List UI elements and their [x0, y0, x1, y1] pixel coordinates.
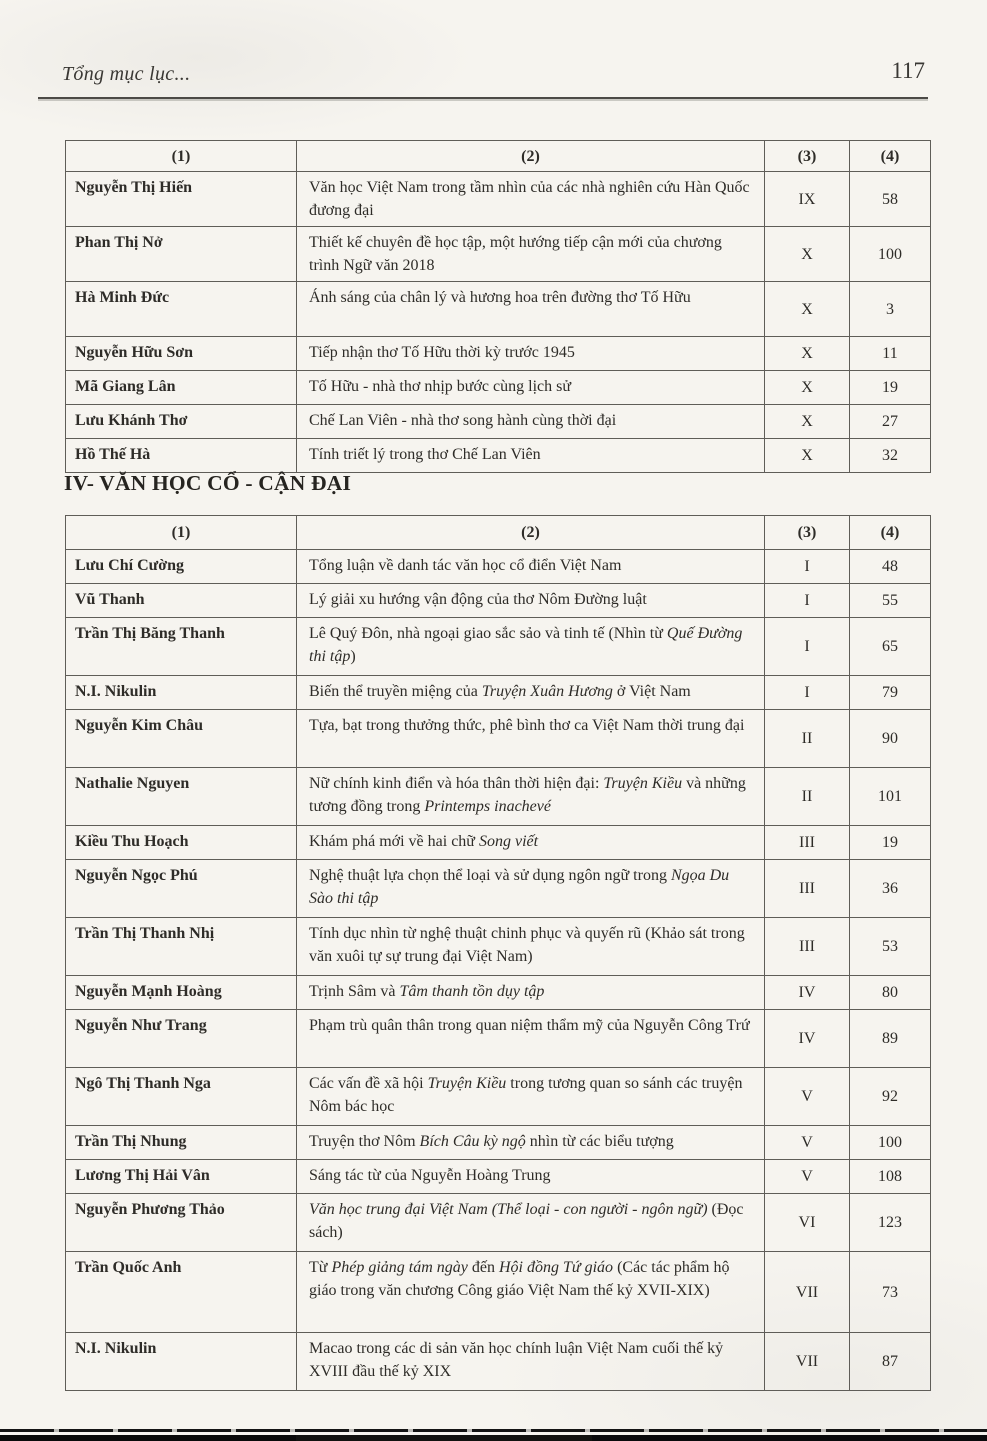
page-number-cell: 48: [882, 558, 898, 575]
issue-number-cell: III: [765, 826, 850, 859]
title-italic-segment: Truyện Kiều: [427, 1075, 507, 1092]
title-cell: [297, 1068, 765, 1125]
issue-number-cell: I: [765, 676, 850, 709]
author-cell: Nguyễn Thị Hiến: [66, 172, 297, 226]
title-segment: Lê Quý Đôn, nhà ngoại giao sắc sảo và tinh tế (Nhìn từ: [309, 625, 667, 642]
toc-table-modern-section: [65, 140, 931, 473]
title-italic-segment: Tâm thanh tồn dụy tập: [399, 983, 545, 1000]
author-cell: Trần Thị Thanh Nhị: [66, 918, 297, 975]
page-number-cell: 108: [878, 1168, 902, 1185]
title-segment: Phạm trù quân thân trong quan niệm thẩm mỹ của Nguyễn Công Trứ: [309, 1017, 750, 1034]
title-segment: Các vấn đề xã hội: [309, 1075, 428, 1092]
title-segment: Chế Lan Viên - nhà thơ song hành cùng thời đại: [309, 412, 617, 429]
title-italic-segment: Quế Đường thi tập: [309, 625, 743, 665]
issue-number-cell: V: [765, 1126, 850, 1159]
page-number-cell: 79: [882, 684, 898, 701]
page-number-cell: 87: [882, 1353, 898, 1370]
issue-number-cell: IX: [765, 172, 850, 226]
title-cell: [297, 172, 765, 226]
title-cell: [297, 550, 765, 583]
title-cell: [297, 405, 765, 438]
author-cell: Trần Thị Nhung: [66, 1126, 297, 1159]
column-header: (2): [297, 141, 765, 171]
column-header: (3): [765, 141, 850, 171]
title-italic-segment: Ngọa Du Sào thi tập: [309, 867, 730, 907]
author-cell: Nguyễn Hữu Sơn: [66, 337, 297, 370]
page-number-cell: 58: [882, 190, 898, 208]
author-cell: Hà Minh Đức: [66, 282, 297, 336]
table-row: [66, 1160, 930, 1194]
title-cell: [297, 1010, 765, 1067]
table-row: [66, 227, 930, 282]
page-number-cell: 92: [882, 1088, 898, 1105]
column-header: (1): [66, 141, 297, 171]
issue-number-cell: IV: [765, 1010, 850, 1067]
section-heading: IV- VĂN HỌC CỔ - CẬN ĐẠI: [64, 471, 352, 495]
issue-number-cell: III: [765, 918, 850, 975]
title-segment: trong tương quan so sánh các truyện Nôm bác học: [309, 1075, 743, 1115]
title-cell: [297, 976, 765, 1009]
title-cell: [297, 918, 765, 975]
title-cell: [297, 1160, 765, 1193]
table-row: [66, 282, 930, 337]
title-italic-segment: Song viết: [478, 833, 539, 850]
title-segment: đến: [467, 1259, 499, 1276]
title-segment: Trịnh Sâm và: [309, 983, 400, 1000]
title-segment: Tính triết lý trong thơ Chế Lan Viên: [309, 446, 541, 463]
title-segment: (Các tác phẩm hộ giáo trong văn chương Công giáo Việt Nam thế kỷ XVII-XIX): [309, 1259, 730, 1299]
page-number: 117: [891, 58, 925, 83]
title-italic-segment: Văn học trung đại Việt Nam (Thể loại - con người - ngôn ngữ): [309, 1201, 708, 1218]
issue-number-cell: VII: [765, 1333, 850, 1390]
author-cell: Nguyễn Như Trang: [66, 1010, 297, 1067]
page-number-cell: 89: [882, 1030, 898, 1047]
issue-number-cell: I: [765, 584, 850, 617]
author-cell: Lưu Khánh Thơ: [66, 405, 297, 438]
issue-number-cell: X: [765, 227, 850, 281]
table-header-row: [66, 516, 930, 550]
title-cell: [297, 1126, 765, 1159]
table-row: [66, 918, 930, 976]
toc-table-classical-section: [65, 515, 931, 1391]
issue-number-cell: II: [765, 768, 850, 825]
table-row: [66, 976, 930, 1010]
author-cell: Nguyễn Mạnh Hoàng: [66, 976, 297, 1009]
author-cell: N.I. Nikulin: [66, 1333, 297, 1390]
table-row: [66, 676, 930, 710]
title-cell: [297, 710, 765, 767]
page-number-cell: 73: [882, 1283, 898, 1301]
author-cell: Kiều Thu Hoạch: [66, 826, 297, 859]
title-cell: [297, 227, 765, 281]
author-cell: Nguyễn Ngọc Phú: [66, 860, 297, 917]
title-cell: [297, 337, 765, 370]
issue-number-cell: VI: [765, 1194, 850, 1251]
running-header-title: Tổng mục lục...: [62, 63, 191, 85]
table-row: [66, 710, 930, 768]
title-segment: Tính dục nhìn từ nghệ thuật chinh phục và quyến rũ (Khảo sát trong văn xuôi tự sự trung đại Việt Nam): [309, 925, 745, 965]
title-cell: [297, 1333, 765, 1390]
title-segment: Nữ chính kinh điển và hóa thân thời hiện đại:: [309, 775, 604, 792]
header-rule: [38, 97, 928, 99]
title-segment: Tựa, bạt trong thưởng thức, phê bình thơ ca Việt Nam thời trung đại: [309, 717, 745, 734]
page-number-cell: 53: [882, 938, 898, 955]
author-cell: Phan Thị Nở: [66, 227, 297, 281]
column-header: (1): [66, 516, 297, 549]
column-header: (4): [880, 524, 900, 541]
issue-number-cell: III: [765, 860, 850, 917]
title-segment: Lý giải xu hướng vận động của thơ Nôm Đường luật: [309, 591, 647, 608]
title-cell: [297, 860, 765, 917]
author-cell: Nguyễn Phương Thảo: [66, 1194, 297, 1251]
author-cell: N.I. Nikulin: [66, 676, 297, 709]
issue-number-cell: I: [765, 550, 850, 583]
issue-number-cell: II: [765, 710, 850, 767]
page-number-cell: 80: [882, 984, 898, 1001]
table-row: [66, 618, 930, 676]
title-cell: [297, 768, 765, 825]
author-cell: Nathalie Nguyen: [66, 768, 297, 825]
title-cell: [297, 1194, 765, 1251]
page-number-cell: 123: [878, 1214, 902, 1231]
column-header: (2): [297, 516, 765, 549]
title-cell: [297, 1252, 765, 1332]
page-number-cell: 3: [886, 300, 894, 318]
page-number-cell: 19: [882, 834, 898, 851]
scan-artifact-solid-line: [0, 1435, 987, 1441]
issue-number-cell: X: [765, 371, 850, 404]
author-cell: Vũ Thanh: [66, 584, 297, 617]
table-row: [66, 1010, 930, 1068]
title-segment: Truyện thơ Nôm: [309, 1133, 420, 1150]
title-segment: Biến thể truyền miệng của: [309, 683, 482, 700]
title-segment: ): [350, 648, 356, 665]
title-segment: Nghệ thuật lựa chọn thể loại và sử dụng ngôn ngữ trong: [309, 867, 671, 884]
title-segment: Tiếp nhận thơ Tố Hữu thời kỳ trước 1945: [309, 344, 575, 361]
title-cell: [297, 371, 765, 404]
table-row: [66, 1252, 930, 1333]
title-cell: [297, 676, 765, 709]
table-row: [66, 826, 930, 860]
title-segment: ở Việt Nam: [612, 683, 691, 700]
title-cell: [297, 439, 765, 472]
title-segment: Văn học Việt Nam trong tầm nhìn của các nhà nghiên cứu Hàn Quốc đương đại: [309, 179, 750, 219]
author-cell: Lưu Chí Cường: [66, 550, 297, 583]
table-row: [66, 1126, 930, 1160]
title-segment: và những tương đồng trong: [309, 775, 746, 815]
author-cell: Nguyễn Kim Châu: [66, 710, 297, 767]
author-cell: Lương Thị Hải Vân: [66, 1160, 297, 1193]
title-segment: Tố Hữu - nhà thơ nhịp bước cùng lịch sử: [309, 378, 572, 395]
title-segment: Tổng luận về danh tác văn học cổ điển Việt Nam: [309, 557, 622, 574]
issue-number-cell: X: [765, 337, 850, 370]
table-row: [66, 1194, 930, 1252]
title-cell: [297, 584, 765, 617]
title-segment: Ánh sáng của chân lý và hương hoa trên đường thơ Tố Hữu: [309, 289, 691, 306]
page-number-cell: 101: [878, 788, 902, 805]
table-row: [66, 584, 930, 618]
page-number-cell: 11: [882, 345, 898, 362]
page-number-cell: 65: [882, 638, 898, 655]
column-header: (4): [880, 147, 900, 165]
page-number-cell: 32: [882, 447, 898, 464]
table-header-row: [66, 141, 930, 172]
issue-number-cell: VII: [765, 1252, 850, 1332]
issue-number-cell: X: [765, 439, 850, 472]
title-italic-segment: Truyện Kiều: [603, 775, 683, 792]
table-row: [66, 371, 930, 405]
table-row: [66, 768, 930, 826]
page-number-cell: 90: [882, 730, 898, 747]
title-segment: Sáng tác từ của Nguyễn Hoàng Trung: [309, 1167, 551, 1184]
issue-number-cell: X: [765, 405, 850, 438]
table-row: [66, 1333, 930, 1390]
title-cell: [297, 618, 765, 675]
issue-number-cell: V: [765, 1068, 850, 1125]
issue-number-cell: I: [765, 618, 850, 675]
page-number-cell: 27: [882, 413, 898, 430]
page-number-cell: 55: [882, 592, 898, 609]
scan-artifact-band: [0, 1429, 987, 1441]
title-italic-segment: Truyện Xuân Hương: [481, 683, 613, 700]
title-segment: (Đọc sách): [309, 1201, 744, 1241]
title-segment: Từ: [309, 1259, 332, 1276]
title-italic-segment: Hội đồng Tứ giáo: [498, 1259, 614, 1276]
page-number-cell: 100: [878, 245, 902, 263]
title-cell: [297, 282, 765, 336]
page-number-cell: 36: [882, 880, 898, 897]
title-segment: nhìn từ các biểu tượng: [525, 1133, 674, 1150]
author-cell: Hồ Thế Hà: [66, 439, 297, 472]
title-segment: Khám phá mới về hai chữ: [309, 833, 479, 850]
author-cell: Trần Quốc Anh: [66, 1252, 297, 1332]
table-row: [66, 405, 930, 439]
table-row: [66, 550, 930, 584]
author-cell: Ngô Thị Thanh Nga: [66, 1068, 297, 1125]
page-number-cell: 19: [882, 379, 898, 396]
author-cell: Mã Giang Lân: [66, 371, 297, 404]
page-number-cell: 100: [878, 1134, 902, 1151]
table-row: [66, 1068, 930, 1126]
title-italic-segment: Phép giảng tám ngày: [331, 1259, 468, 1276]
title-cell: [297, 826, 765, 859]
issue-number-cell: X: [765, 282, 850, 336]
issue-number-cell: V: [765, 1160, 850, 1193]
author-cell: Trần Thị Băng Thanh: [66, 618, 297, 675]
title-italic-segment: Printemps inachevé: [424, 798, 551, 815]
table-row: [66, 172, 930, 227]
title-italic-segment: Bích Câu kỳ ngộ: [419, 1133, 526, 1150]
table-row: [66, 860, 930, 918]
table-row: [66, 337, 930, 371]
column-header: (3): [765, 516, 850, 549]
title-segment: Macao trong các di sản văn học chính luận Việt Nam cuối thế kỷ XVIII đầu thế kỷ XIX: [309, 1340, 724, 1380]
table-row: [66, 439, 930, 472]
title-segment: Thiết kế chuyên đề học tập, một hướng tiếp cận mới của chương trình Ngữ văn 2018: [309, 234, 722, 274]
issue-number-cell: IV: [765, 976, 850, 1009]
